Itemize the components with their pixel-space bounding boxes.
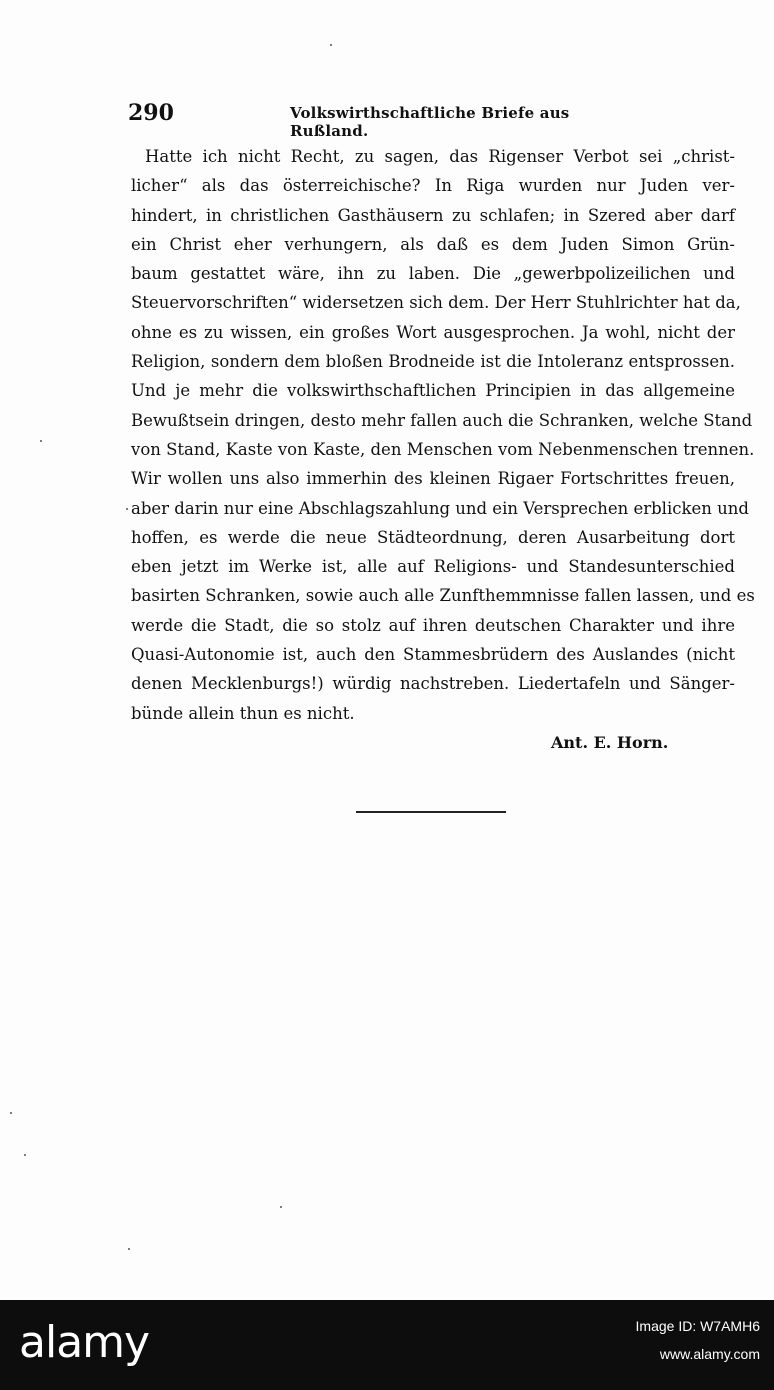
site-url: www.alamy.com [659,1346,760,1362]
text-line: ohne es zu wissen, ein großes Wort ausgesprochen. Ja wohl, nicht der [131,322,735,342]
text-line: Hatte ich nicht Recht, zu sagen, das Rigenser Verbot sei „christ- [145,147,735,166]
running-title: Volkswirthschaftliche Briefe aus Rußland. [290,104,570,140]
author-signature: Ant. E. Horn. [551,733,669,752]
text-line: basirten Schranken, sowie auch alle Zunfthemmnisse fallen lassen, und es [131,586,755,606]
text-line: baum gestattet wäre, ihn zu laben. Die „gewerbpolizeilichen und [131,264,735,284]
text-line: Bewußtsein dringen, desto mehr fallen auch die Schranken, welche Stand [131,410,753,430]
scan-speck [126,508,128,510]
scan-speck [10,1112,12,1114]
text-line: Und je mehr die volkswirthschaftlichen Principien in das allgemeine [131,381,735,401]
text-line: Wir wollen uns also immerhin des kleinen Rigaer Fortschrittes freuen, [131,469,735,489]
text-line: werde die Stadt, die so stolz auf ihren deutschen Charakter und ihre [131,615,735,635]
text-line: aber darin nur eine Abschlagszahlung und ein Versprechen erblicken und [131,498,749,518]
text-line: Steuervorschriften“ widersetzen sich dem. Der Herr Stuhlrichter hat da, [131,293,741,313]
text-line: denen Mecklenburgs!) würdig nachstreben. Liedertafeln und Sänger- [131,674,735,694]
text-line: licher“ als das österreichische? In Riga wurden nur Juden ver- [131,176,735,196]
text-line: Quasi-Autonomie ist, auch den Stammesbrüdern des Auslandes (nicht [131,645,735,665]
scan-speck [330,44,332,46]
text-line: von Stand, Kaste von Kaste, den Menschen vom Nebenmenschen trennen. [131,439,755,459]
text-line: ein Christ eher verhungern, als daß es dem Juden Simon Grün- [131,234,735,254]
section-end-rule [356,811,506,813]
text-line: hoffen, es werde die neue Städteordnung, deren Ausarbeitung dort [131,527,735,547]
text-line: hindert, in christlichen Gasthäusern zu schlafen; in Szered aber darf [131,205,735,225]
page-header [128,100,598,140]
text-line: bünde allein thun es nicht. [131,703,355,723]
image-id-label: Image ID: W7AMH6 [635,1318,760,1334]
page-number: 290 [128,100,174,126]
body-text [131,142,755,728]
scan-speck [128,1248,130,1250]
text-line: Religion, sondern dem bloßen Brodneide ist die Intoleranz entsprossen. [131,352,735,372]
scan-speck [24,1154,26,1156]
scan-speck [280,1206,282,1208]
text-line: eben jetzt im Werke ist, alle auf Religions- und Standesunterschied [131,557,735,577]
brand-logo: alamy [19,1317,150,1368]
scan-speck [40,440,42,442]
